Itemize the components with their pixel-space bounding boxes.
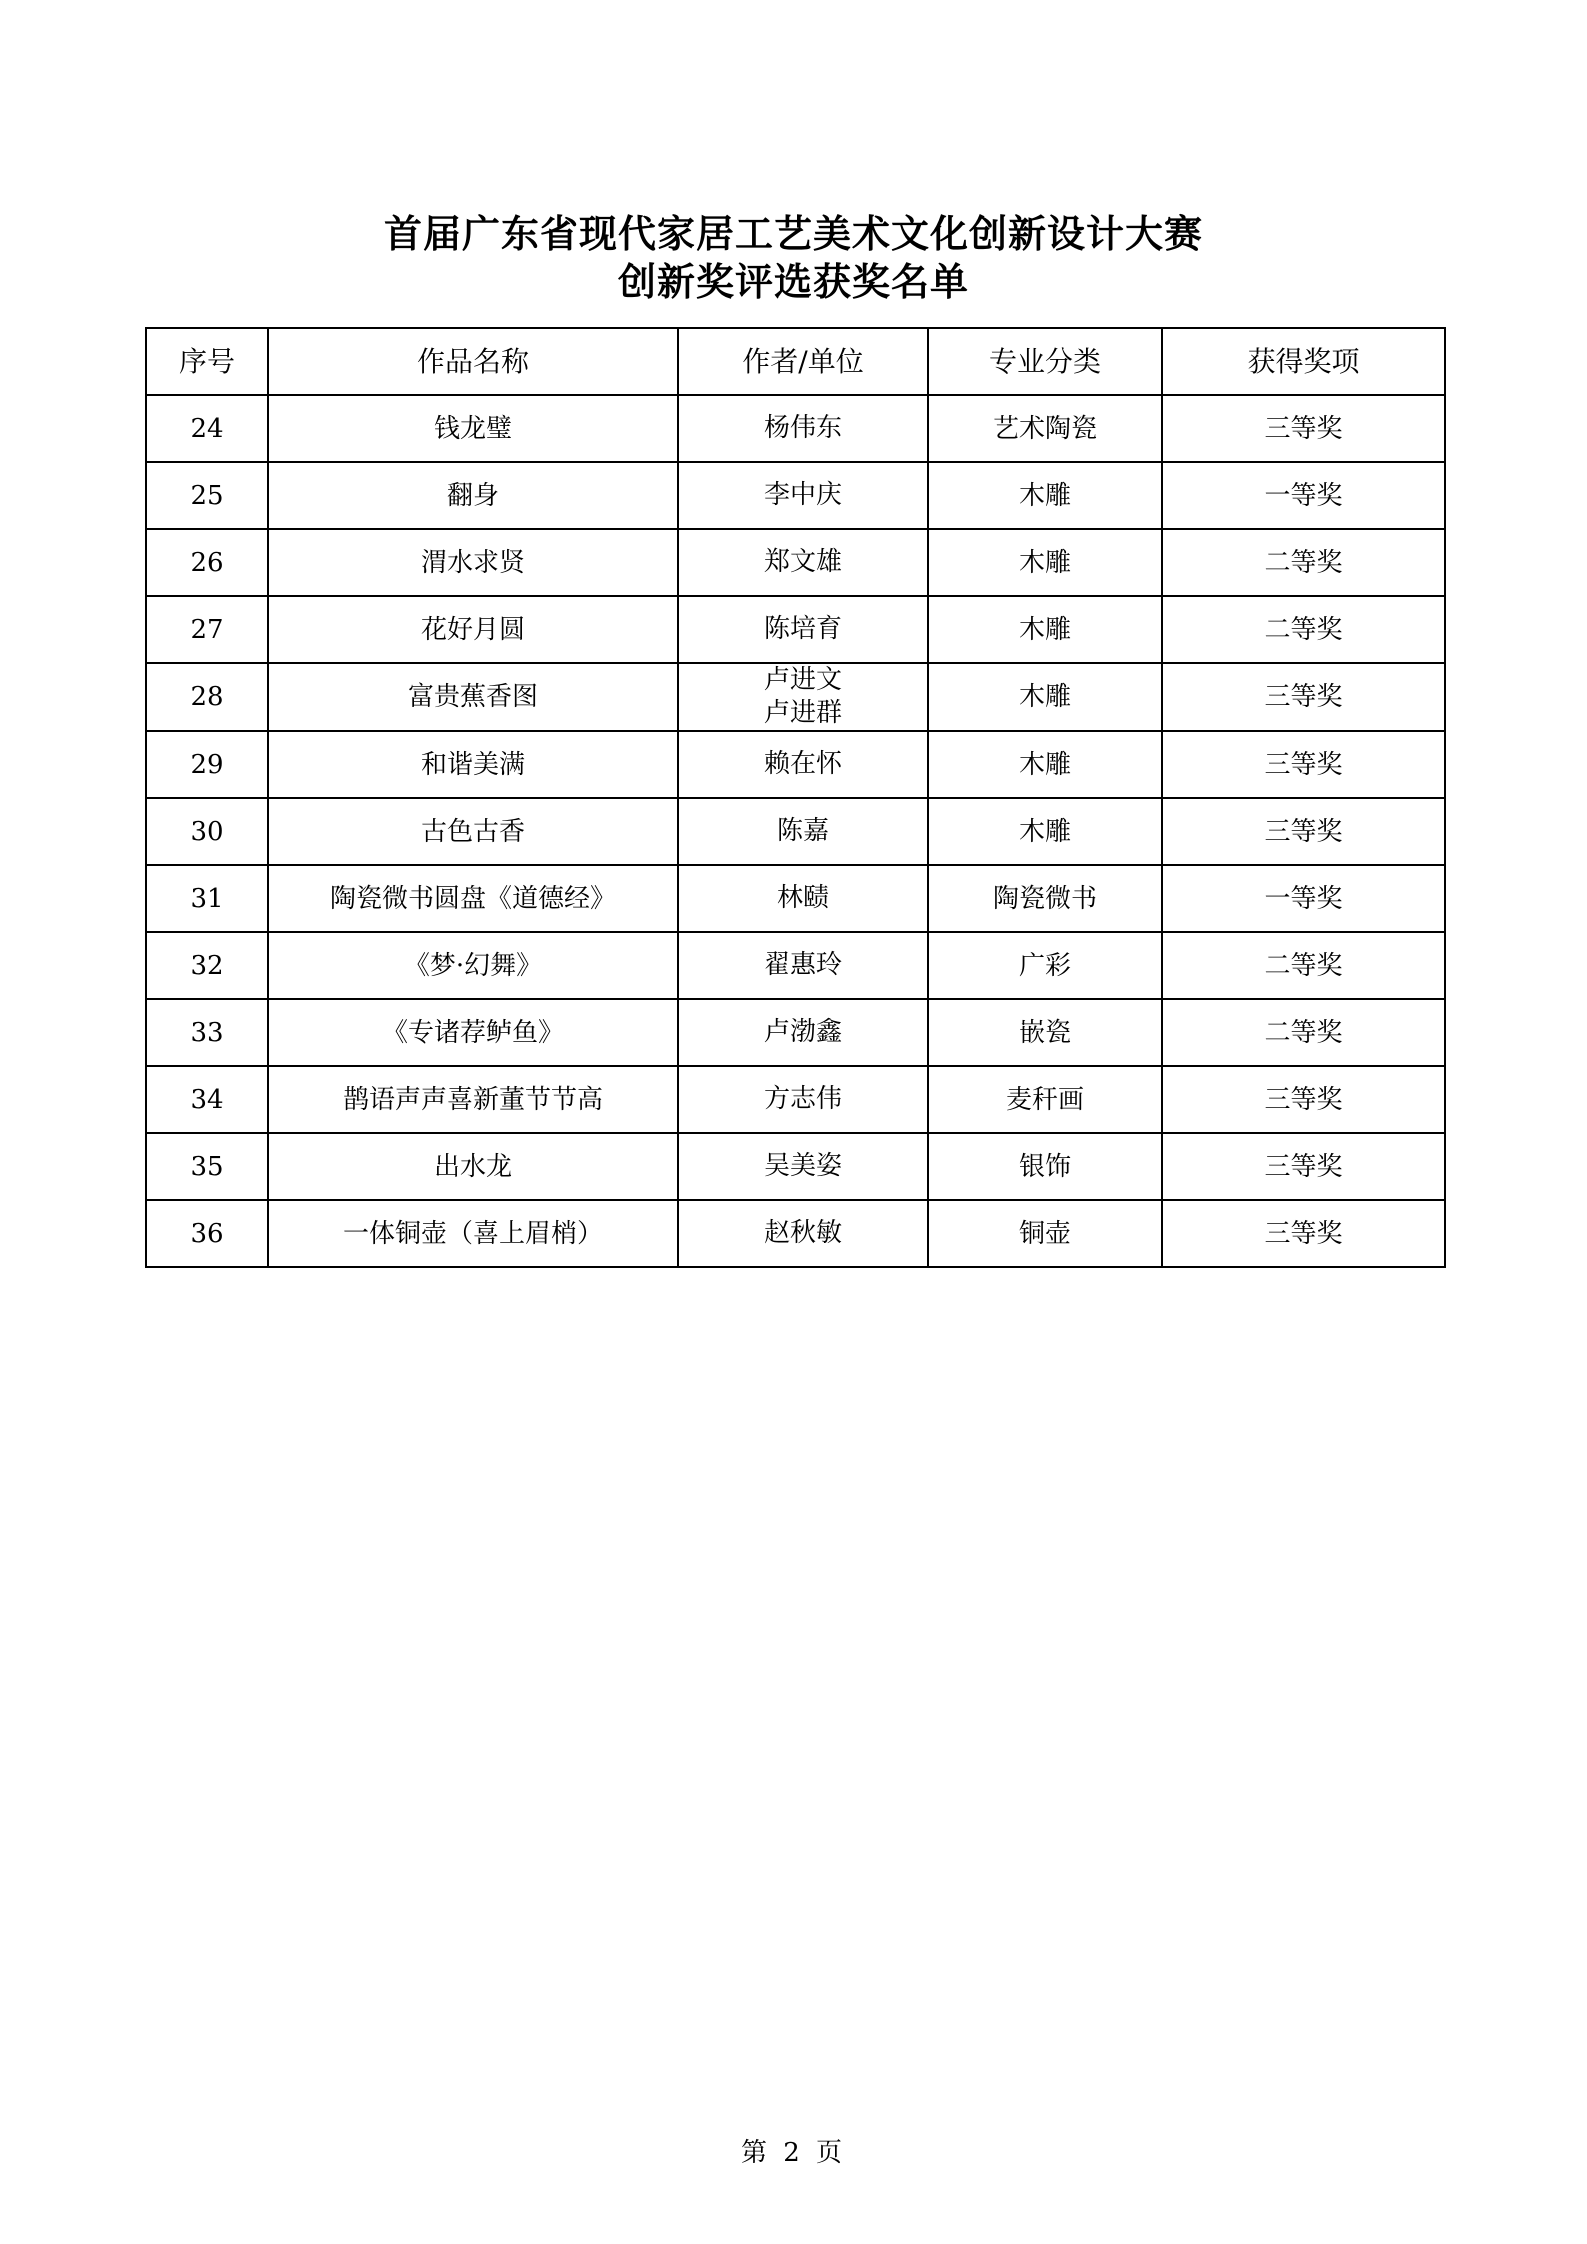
table-row xyxy=(146,462,1445,529)
cell-category: 银饰 xyxy=(928,1133,1162,1200)
author-name: 杨伟东 xyxy=(763,413,842,443)
author-name: 郑文雄 xyxy=(763,547,842,577)
author-name: 赖在怀 xyxy=(763,749,842,779)
document-title xyxy=(0,210,1587,306)
cell-category: 木雕 xyxy=(928,798,1162,865)
cell-work: 和谐美满 xyxy=(268,731,678,798)
cell-author xyxy=(678,529,928,596)
cell-work: 出水龙 xyxy=(268,1133,678,1200)
cell-work: 一体铜壶（喜上眉梢） xyxy=(268,1200,678,1267)
cell-seq: 25 xyxy=(146,462,268,529)
cell-work: 钱龙璧 xyxy=(268,395,678,462)
table-row xyxy=(146,663,1445,731)
awards-table xyxy=(145,327,1446,1268)
table-row xyxy=(146,529,1445,596)
author-name: 陈嘉 xyxy=(776,816,829,846)
cell-work: 《专诸荐鲈鱼》 xyxy=(268,999,678,1066)
cell-award: 三等奖 xyxy=(1162,798,1445,865)
cell-author xyxy=(678,1200,928,1267)
author-name: 陈培育 xyxy=(763,614,842,644)
table-row xyxy=(146,395,1445,462)
table-row xyxy=(146,932,1445,999)
cell-award: 三等奖 xyxy=(1162,1133,1445,1200)
cell-seq: 29 xyxy=(146,731,268,798)
author-name: 李中庆 xyxy=(763,480,842,510)
header-work: 作品名称 xyxy=(268,328,678,395)
cell-work: 富贵蕉香图 xyxy=(268,663,678,731)
author-name: 卢进群 xyxy=(763,698,842,728)
cell-seq: 27 xyxy=(146,596,268,663)
cell-author xyxy=(678,1133,928,1200)
cell-award: 三等奖 xyxy=(1162,1066,1445,1133)
table-row xyxy=(146,596,1445,663)
cell-work: 古色古香 xyxy=(268,798,678,865)
cell-award: 三等奖 xyxy=(1162,395,1445,462)
cell-work: 翻身 xyxy=(268,462,678,529)
cell-seq: 26 xyxy=(146,529,268,596)
cell-seq: 31 xyxy=(146,865,268,932)
cell-award: 二等奖 xyxy=(1162,596,1445,663)
cell-author xyxy=(678,798,928,865)
cell-author xyxy=(678,596,928,663)
cell-seq: 30 xyxy=(146,798,268,865)
cell-seq: 28 xyxy=(146,663,268,731)
table-row xyxy=(146,999,1445,1066)
cell-author xyxy=(678,999,928,1066)
header-award: 获得奖项 xyxy=(1162,328,1445,395)
author-name: 卢进文 xyxy=(763,665,842,695)
cell-award: 二等奖 xyxy=(1162,529,1445,596)
cell-seq: 35 xyxy=(146,1133,268,1200)
cell-author xyxy=(678,462,928,529)
cell-work: 《梦·幻舞》 xyxy=(268,932,678,999)
table-row xyxy=(146,1133,1445,1200)
table-row xyxy=(146,1066,1445,1133)
header-seq: 序号 xyxy=(146,328,268,395)
cell-seq: 24 xyxy=(146,395,268,462)
cell-work: 渭水求贤 xyxy=(268,529,678,596)
table-row xyxy=(146,798,1445,865)
cell-author xyxy=(678,1066,928,1133)
cell-author xyxy=(678,731,928,798)
cell-author xyxy=(678,395,928,462)
cell-category: 木雕 xyxy=(928,462,1162,529)
author-name: 方志伟 xyxy=(763,1084,842,1114)
table-row xyxy=(146,1200,1445,1267)
header-author: 作者/单位 xyxy=(678,328,928,395)
cell-category: 铜壶 xyxy=(928,1200,1162,1267)
cell-category: 木雕 xyxy=(928,731,1162,798)
header-category: 专业分类 xyxy=(928,328,1162,395)
cell-author xyxy=(678,865,928,932)
table-row xyxy=(146,865,1445,932)
cell-award: 三等奖 xyxy=(1162,1200,1445,1267)
author-name: 赵秋敏 xyxy=(763,1218,842,1248)
cell-author xyxy=(678,663,928,731)
cell-award: 二等奖 xyxy=(1162,999,1445,1066)
cell-work: 花好月圆 xyxy=(268,596,678,663)
cell-category: 嵌瓷 xyxy=(928,999,1162,1066)
cell-award: 一等奖 xyxy=(1162,462,1445,529)
cell-category: 木雕 xyxy=(928,663,1162,731)
cell-category: 广彩 xyxy=(928,932,1162,999)
cell-award: 三等奖 xyxy=(1162,663,1445,731)
table-row xyxy=(146,731,1445,798)
author-name: 吴美姿 xyxy=(763,1151,842,1181)
author-name: 卢渤鑫 xyxy=(763,1017,842,1047)
cell-seq: 34 xyxy=(146,1066,268,1133)
cell-author xyxy=(678,932,928,999)
cell-work: 陶瓷微书圆盘《道德经》 xyxy=(268,865,678,932)
cell-category: 艺术陶瓷 xyxy=(928,395,1162,462)
cell-award: 三等奖 xyxy=(1162,731,1445,798)
cell-category: 木雕 xyxy=(928,596,1162,663)
author-name: 林赜 xyxy=(776,883,829,913)
table-body xyxy=(146,395,1445,1267)
cell-seq: 32 xyxy=(146,932,268,999)
cell-award: 二等奖 xyxy=(1162,932,1445,999)
table-header-row xyxy=(146,328,1445,395)
cell-category: 麦秆画 xyxy=(928,1066,1162,1133)
title-line-competition: 首届广东省现代家居工艺美术文化创新设计大赛 xyxy=(383,212,1203,256)
author-name: 翟惠玲 xyxy=(763,950,842,980)
cell-seq: 33 xyxy=(146,999,268,1066)
cell-seq: 36 xyxy=(146,1200,268,1267)
cell-category: 木雕 xyxy=(928,529,1162,596)
cell-work: 鹊语声声喜新董节节高 xyxy=(268,1066,678,1133)
cell-award: 一等奖 xyxy=(1162,865,1445,932)
cell-category: 陶瓷微书 xyxy=(928,865,1162,932)
title-line-list: 创新奖评选获奖名单 xyxy=(617,260,969,304)
page-number: 第 2 页 xyxy=(740,2138,847,2168)
